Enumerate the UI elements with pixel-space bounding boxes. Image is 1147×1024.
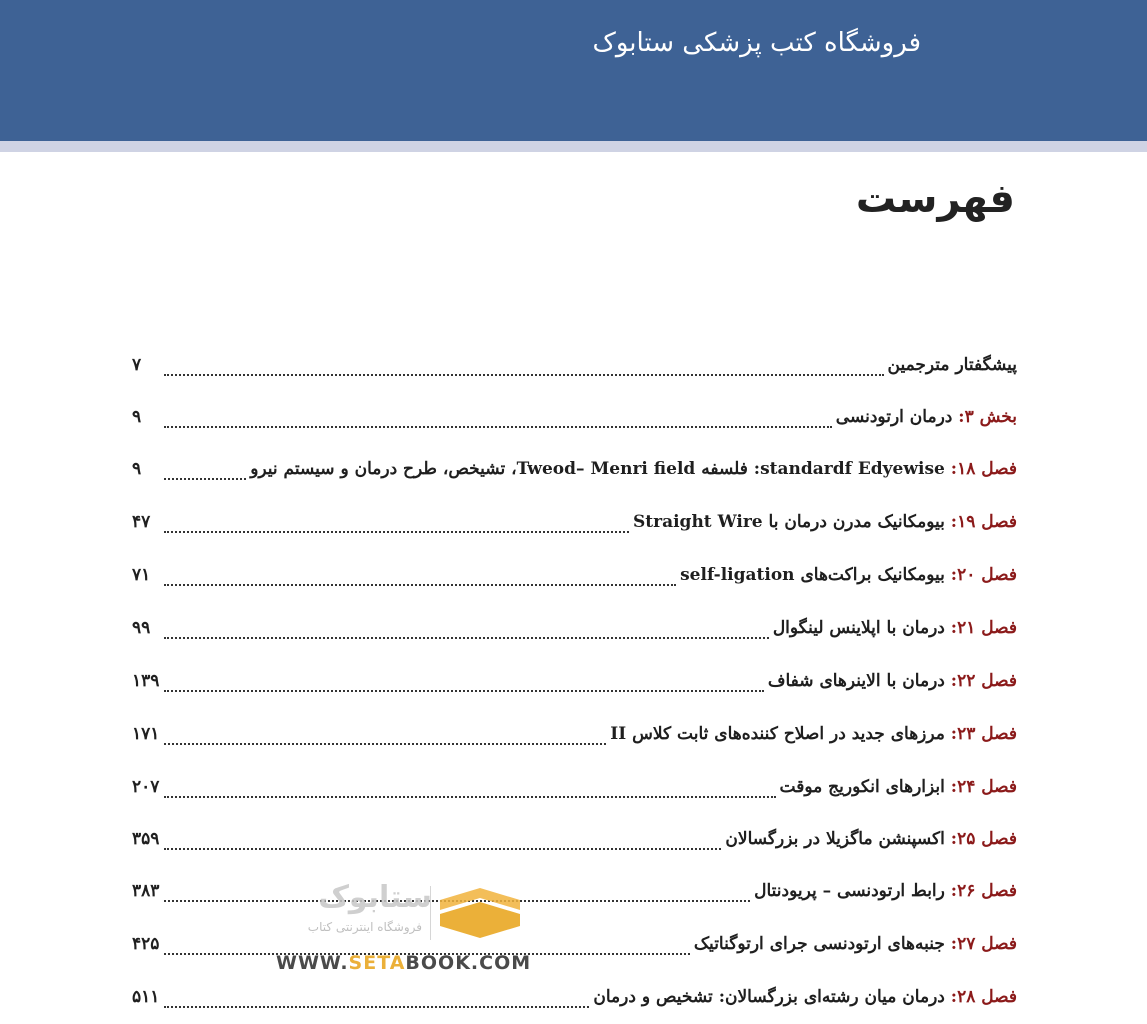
toc-entry-label [725,829,1017,849]
toc-leader-dots [164,374,884,376]
toc-entry-label [633,512,1017,532]
toc-entry-label [888,355,1017,375]
watermark-tagline: فروشگاه اینترنتی کتاب [307,920,422,934]
toc-entry [132,355,1017,385]
toc-leader-dots [164,796,776,798]
url-suffix: BOOK.COM [405,952,532,974]
toc-leader-dots [164,478,246,480]
toc-entry-title: اکسپنشن ماگزیلا در بزرگسالان [725,829,951,849]
toc-entry-page: ۱۳۹ [132,671,160,691]
toc-entry-page: ۲۰۷ [132,777,160,797]
toc-entry-label [593,987,1017,1007]
toc-entry-page: ۷ [132,355,142,375]
header-divider [0,141,1147,152]
toc-entry-label [754,881,1017,901]
toc-entry-prefix: فصل ۲۳: [950,724,1017,744]
toc-leader-dots [164,1006,589,1008]
toc-entry-page: ۳۸۳ [132,881,160,901]
toc-entry-page: ۴۷ [132,512,151,532]
toc-entry-label [768,671,1017,691]
toc-entry-prefix: فصل ۲۲: [950,671,1017,691]
toc-entry-label [610,724,1017,744]
toc-leader-dots [164,848,721,850]
toc-entry-title: ابزارهای انکوریج موقت [779,777,951,797]
toc-leader-dots [164,426,832,428]
toc-entry-label [836,407,1017,427]
toc-entry-title: پیشگفتار مترجمین [887,355,1017,375]
toc-entry-page: ۳۵۹ [132,829,160,849]
toc-entry-title: درمان با الاینرهای شفاف [767,671,951,691]
toc-entry-prefix: فصل ۲۶: [950,881,1017,901]
toc-entry-label [680,565,1017,585]
toc-entry [132,618,1017,648]
toc-entry-page: ۹۹ [132,618,151,638]
toc-entry-title: درمان با اپلاینس لینگوال [772,618,951,638]
toc-entry-title: بیومکانیک براکت‌های self-ligation [680,565,951,585]
toc-entry [132,512,1017,542]
toc-entry-title: مرزهای جدید در اصلاح کننده‌های ثابت کلاس II [610,724,951,744]
toc-entry-title: درمان ارتودنسی [835,407,959,427]
toc-leader-dots [164,584,676,586]
header-bar [0,0,1147,141]
toc-entry-label [250,459,1017,479]
toc-leader-dots [164,690,764,692]
toc-entry-title: standardf Edyewise: فلسفه Tweod– Menri field، تشیخص، طرح درمان و سیستم نیرو [250,459,951,479]
toc-entry-prefix: فصل ۱۸: [950,459,1017,479]
setabook-logo-icon [440,882,520,946]
toc-entry [132,565,1017,595]
toc-entry-title: درمان میان رشته‌ای بزرگسالان: تشخیص و درمان [593,987,951,1007]
toc-entry [132,459,1017,489]
toc-entry-label [694,934,1017,954]
toc-entry-prefix: فصل ۲۱: [950,618,1017,638]
toc-leader-dots [164,637,769,639]
toc-leader-dots [164,531,629,533]
toc-entry-label [773,618,1017,638]
setabook-watermark [262,878,532,978]
watermark-url [276,952,531,974]
page-title: فهرست [855,176,1015,222]
toc-entry-prefix: فصل ۲۴: [950,777,1017,797]
toc-entry-label [780,777,1017,797]
toc-entry-prefix: فصل ۲۸: [950,987,1017,1007]
toc-leader-dots [164,743,606,745]
toc-entry-title: جنبه‌های ارتودنسی جرای ارتوگناتیک [693,934,951,954]
toc-entry-page: ۴۲۵ [132,934,160,954]
toc-entry-page: ۱۷۱ [132,724,160,744]
toc-entry-page: ۷۱ [132,565,151,585]
toc-entry [132,724,1017,754]
toc-entry-prefix: بخش ۳: [958,407,1017,427]
toc-entry-page: ۹ [132,459,142,479]
toc-entry [132,671,1017,701]
toc-entry [132,407,1017,437]
url-prefix: WWW. [276,952,349,974]
toc-entry [132,987,1017,1017]
toc-entry-page: ۵۱۱ [132,987,160,1007]
store-title: فروشگاه کتب پزشکی ستابوک [592,28,921,58]
toc-entry [132,829,1017,859]
toc-entry-prefix: فصل ۲۰: [950,565,1017,585]
toc-entry [132,777,1017,807]
toc-entry-prefix: فصل ۱۹: [950,512,1017,532]
watermark-brand: ستابوک [318,880,432,915]
url-accent: SETA [348,952,406,974]
toc-entry-title: رابط ارتودنسی – پریودنتال [754,881,951,901]
toc-entry-title: بیومکانیک مدرن درمان با Straight Wire [633,512,951,532]
toc-entry-page: ۹ [132,407,142,427]
toc-entry-prefix: فصل ۲۵: [950,829,1017,849]
toc-entry-prefix: فصل ۲۷: [950,934,1017,954]
